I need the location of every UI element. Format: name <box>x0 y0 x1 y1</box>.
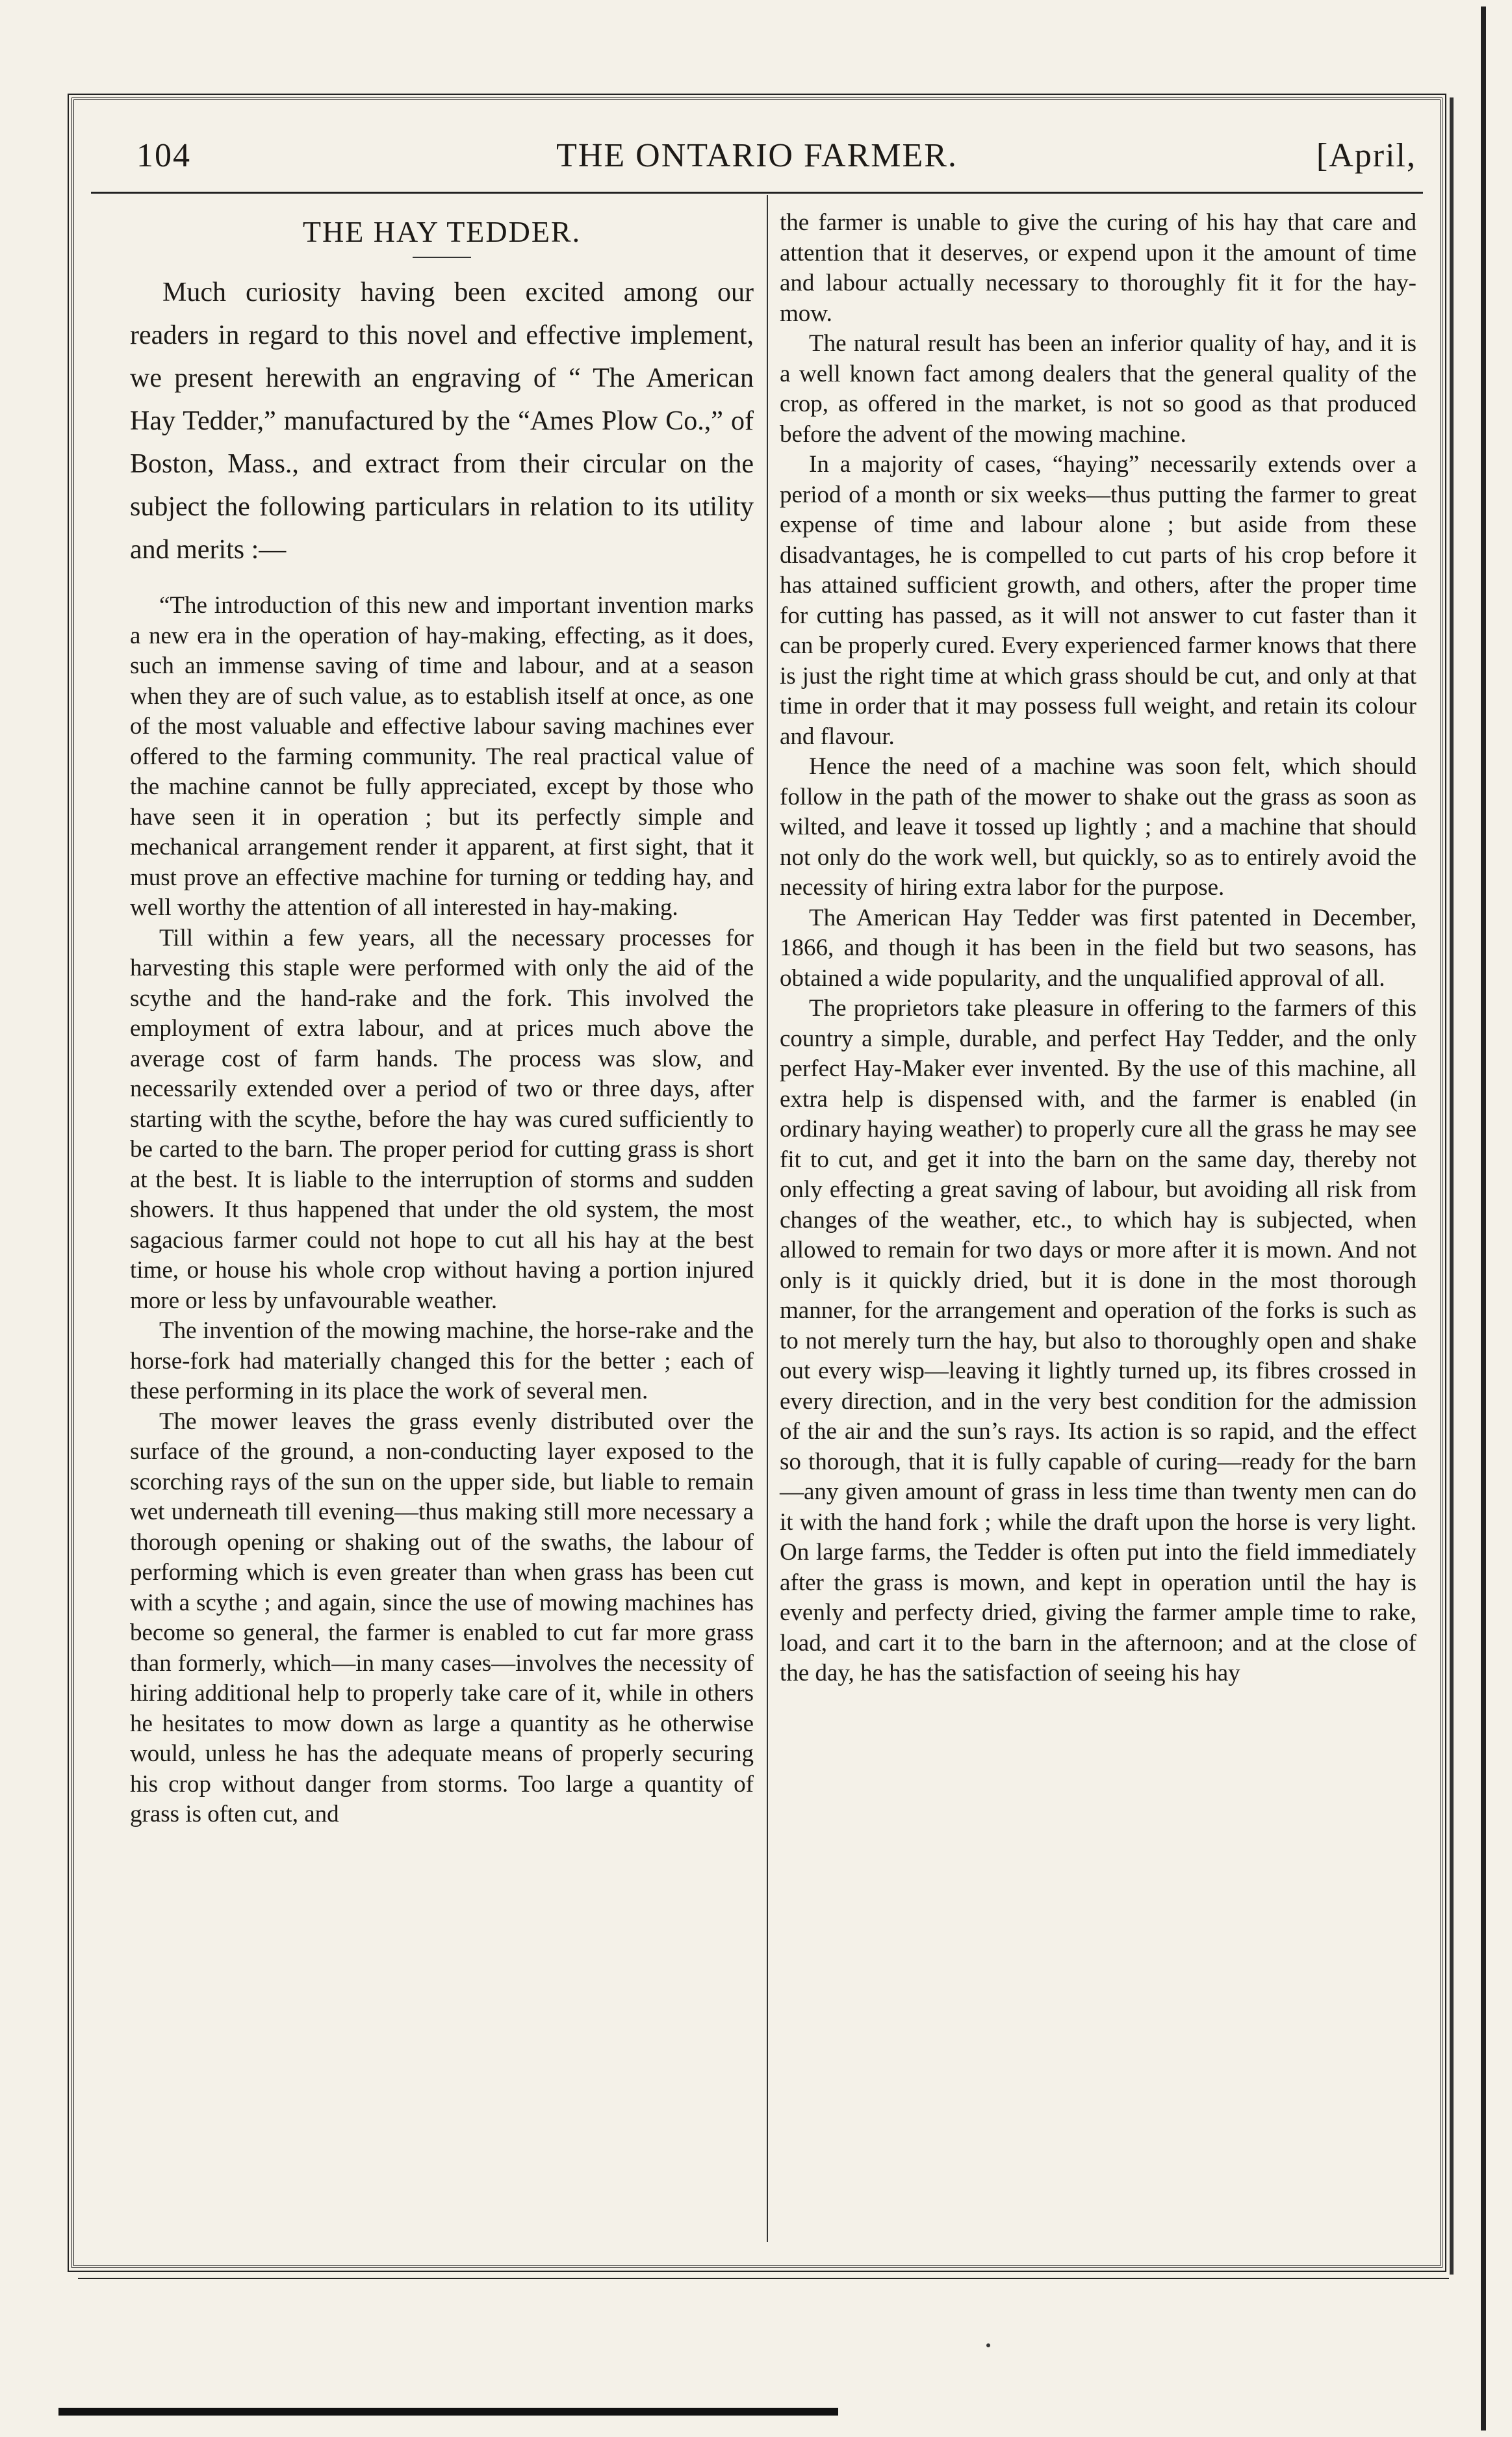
header-rule <box>91 192 1423 194</box>
print-dot <box>986 2343 990 2347</box>
bottom-rule <box>78 2278 1449 2279</box>
paragraph: In a majority of cases, “haying” necessarily extends over a period of a month or six weeks—thus putting the farmer to great expense of time and labour alone ; but aside from these disadvantages, he is compelled to cut parts of his crop before it has attained sufficient growth, and others, after the proper time for cutting has passed, as it will not answer to cut faster than it can be properly cured. Every experienced farmer knows that there is just the right time at which grass should be cut, and only at that time in order that it may possess full weight, and retain its colour and flavour. <box>780 451 1416 750</box>
journal-title: THE ONTARIO FARMER. <box>556 137 958 174</box>
column-divider <box>767 195 768 2242</box>
paragraph: The natural result has been an inferior quality of hay, and it is a well known fact among dealers that the general quality of the crop, as offered in the market, is not so good as that produced before the advent of the mowing machine. <box>780 330 1416 448</box>
right-body <box>780 208 1416 1689</box>
running-header <box>91 130 1423 188</box>
page-number: 104 <box>136 137 191 174</box>
paragraph: “The introduction of this new and important invention marks a new era in the operation of hay-making, effecting, as it does, such an immense saving of time and labour, and at a season when they are of such value, as to establish itself at once, as one of the most valuable and effective labour saving machines ever offered to the farming community. The real practical value of the machine cannot be fully appreciated, except by those who have seen it in operation ; but its perfectly simple and mechanical arrangement render it apparent, at first sight, that it must prove an effective machine for turning or tedding hay, and well worthy the attention of all interested in hay-making. <box>130 592 754 921</box>
paragraph: The mower leaves the grass evenly distributed over the surface of the ground, a non-conducting layer exposed to the scorching rays of the sun on the upper side, but liable to remain wet underneath till evening—thus making still more necessary a thorough opening or shaking out of the swaths, the labour of performing which is even greater than when grass has been cut with a scythe ; and again, since the use of mowing machines has become so general, the farmer is enabled to cut far more grass than formerly, which—in many cases—involves the necessity of hiring additional help to properly take care of it, while in others he hesitates to mow down as large a quantity as he otherwise would, unless he has the adequate means of properly securing his crop without danger from storms. Too large a quantity of grass is often cut, and <box>130 1408 754 1827</box>
paragraph: The proprietors take pleasure in offering to the farmers of this country a simple, durable, and perfect Hay Tedder, and the only perfect Hay-Maker ever invented. By the use of this machine, all extra help is dispensed with, and the farmer is enabled (in ordinary haying weather) to properly cure all the grass he may see fit to cut, and get it into the barn on the same day, thereby not only effecting a great saving of labour, but avoiding all risk from changes of the weather, etc., to which hay is subjected, when allowed to remain for two days or more after it is mown. And not only is it quickly dried, but it is done in the most thorough manner, for the arrangement and operation of the forks is such as to not merely turn the hay, but also to thoroughly open and shake out every wisp—leaving it lightly turned up, its fibres crossed in every direction, and in the very best condition for the admission of the air and the sun’s rays. Its action is so rapid, and the effect so thorough, that it is fully capable of curing—ready for the barn—any given amount of grass in less time than twenty men can do it with the hand fork ; while the draft upon the horse is very light. On large farms, the Tedder is often put into the field immediately after the grass is mown, and kept in operation until the hay is evenly and perfecty dried, giving the farmer ample time to rake, load, and cart it to the barn in the afternoon; and at the close of the day, he has the satisfaction of seeing his hay <box>780 995 1416 1686</box>
bottom-bar <box>58 2408 838 2416</box>
right-column <box>780 208 1416 1689</box>
paragraph: The American Hay Tedder was first patented in December, 1866, and though it has been in the field but two seasons, has obtained a wide popularity, and the unqualified approval of all. <box>780 904 1416 992</box>
paragraph: Hence the need of a machine was soon felt, which should follow in the path of the mower to shake out the grass as soon as wilted, and leave it tossed up lightly ; and a machine that should not only do the work well, but quickly, so as to entirely avoid the necessity of hiring extra labor for the purpose. <box>780 753 1416 901</box>
title-dash <box>413 257 471 258</box>
article-title: THE HAY TEDDER. <box>302 215 582 248</box>
intro-paragraph: Much curiosity having been excited among our readers in regard to this novel and effective implement, we present herewith an engraving of “ The American Hay Tedder,” manufactured by the “Ames Plow Co.,” of Boston, Mass., and extract from their circular on the subject the following particulars in relation to its utility and merits :— <box>130 277 754 565</box>
paragraph: the farmer is unable to give the curing of his hay that care and attention that it deserves, or expend upon it the amount of time and labour actually necessary to thoroughly fit it for the hay-mow. <box>780 209 1416 327</box>
paragraph: The invention of the mowing machine, the horse-rake and the horse-fork had materially changed this for the better ; each of these performing in its place the work of several men. <box>130 1317 754 1404</box>
page-edge-binding <box>1481 6 1486 2431</box>
right-margin-rule <box>1450 97 1454 2275</box>
paragraph: Till within a few years, all the necessary processes for harvesting this staple were performed with only the aid of the scythe and the hand-rake and the fork. This involved the employment of extra labour, and at prices much above the average cost of farm hands. The process was slow, and necessarily extended over a period of two or three days, after starting with the scythe, before the hay was cured sufficiently to be carted to the barn. The proper period for cutting grass is short at the best. It is liable to the interruption of storms and sudden showers. It thus happened that under the old system, the most sagacious farmer could not hope to cut all his hay at the best time, or house his whole crop without having a portion injured more or less by unfavourable weather. <box>130 924 754 1314</box>
left-column <box>130 208 754 1830</box>
left-body <box>130 591 754 1830</box>
issue-month: [April, <box>1316 137 1416 174</box>
